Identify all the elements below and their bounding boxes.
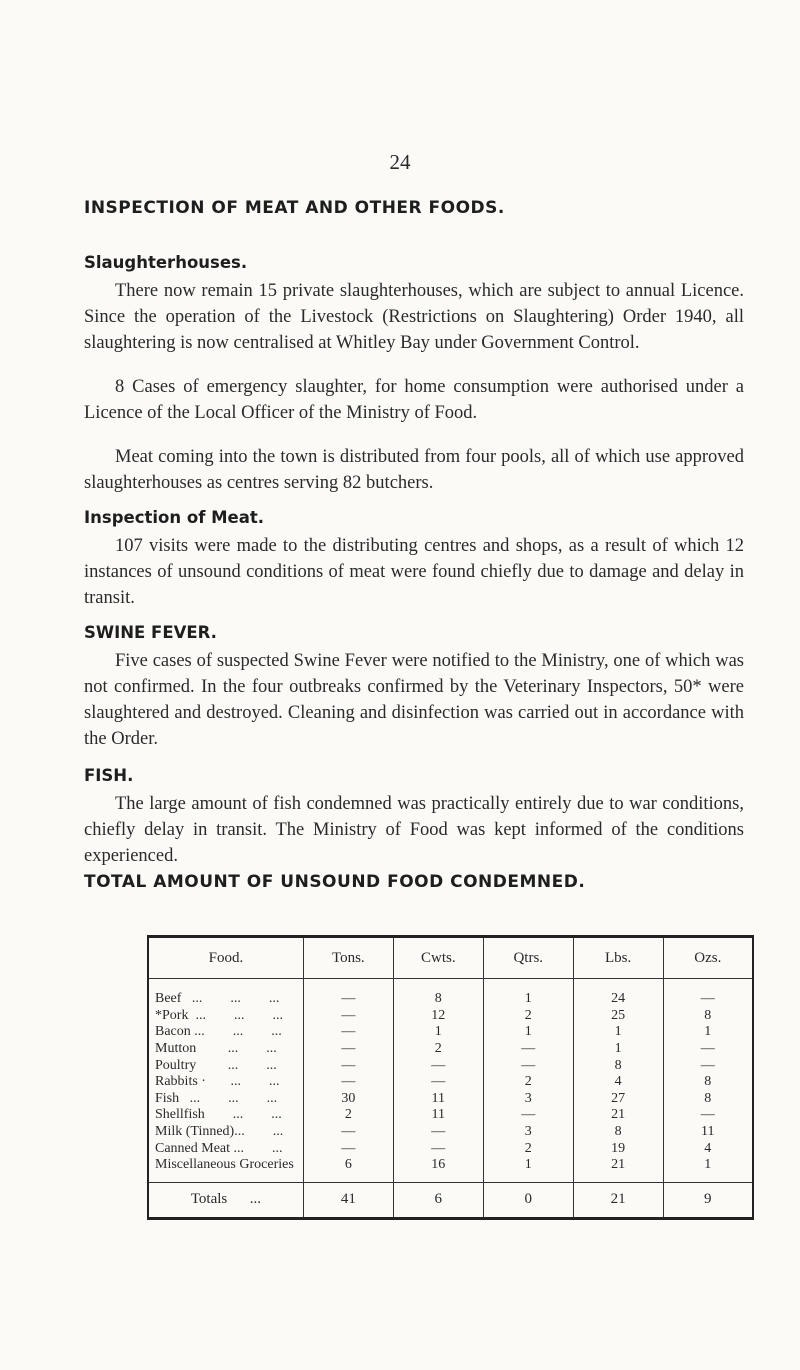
cell-food: Poultry ... ...	[148, 1057, 303, 1074]
total-food: Totals ...	[148, 1182, 303, 1218]
cell-tons: —	[303, 1074, 393, 1091]
condemned-food-table-wrap	[147, 935, 754, 1220]
cell-food: Shellfish ... ...	[148, 1107, 303, 1124]
cell-ozs: —	[700, 991, 715, 1007]
cell-tons: —	[303, 1024, 393, 1041]
cell-food: Fish ... ... ...	[148, 1091, 303, 1108]
cell-qtrs: 2	[483, 1074, 573, 1091]
cell-lbs: 25	[573, 1008, 663, 1025]
cell-lbs: 8	[573, 1057, 663, 1074]
cell-cwts: 1	[393, 1024, 483, 1041]
cell-cwts: 8	[393, 991, 483, 1008]
cell-cwts: 16	[393, 1157, 483, 1174]
cell-lbs: 1	[573, 1024, 663, 1041]
header-food: Food.	[148, 937, 303, 979]
cell-tons: —	[303, 1041, 393, 1058]
table-row	[148, 1057, 753, 1074]
cell-tons: —	[303, 991, 393, 1008]
paragraph: Five cases of suspected Swine Fever were notified to the Ministry, one of which was not confirmed. In the four outbreaks confirmed by the Veterinary Inspectors, 50* were slaughtered and destroyed. Cleaning and disinfection was carried out in accordance with the Order.	[84, 651, 744, 749]
section-slaughterhouses	[84, 253, 744, 496]
cell-ozs: 4	[704, 1140, 712, 1156]
cell-food: Milk (Tinned)... ...	[148, 1124, 303, 1141]
cell-cwts: —	[393, 1140, 483, 1157]
cell-cwts: 11	[393, 1107, 483, 1124]
section-inspection-of-meat	[84, 508, 744, 611]
header-qtrs: Qtrs.	[483, 937, 573, 979]
heading-inspection-of-meat: Inspection of Meat.	[84, 508, 265, 527]
cell-ozs: 1	[704, 1157, 712, 1173]
cell-food: Bacon ... ... ...	[148, 1024, 303, 1041]
table-row	[148, 1140, 753, 1157]
cell-tons: —	[303, 1140, 393, 1157]
header-ozs: Ozs.	[663, 937, 753, 979]
header-lbs: Lbs.	[573, 937, 663, 979]
total-ozs: 9	[663, 1182, 753, 1218]
table-row	[148, 1024, 753, 1041]
paragraph: 8 Cases of emergency slaughter, for home consumption were authorised under a Licence of the Local Officer of the Ministry of Food.	[84, 377, 744, 423]
totals-row	[148, 1182, 753, 1218]
total-heading: TOTAL AMOUNT OF UNSOUND FOOD CONDEMNED.	[84, 872, 586, 892]
cell-qtrs: —	[483, 1057, 573, 1074]
cell-tons: —	[303, 1124, 393, 1141]
paragraph: There now remain 15 private slaughterhouses, which are subject to annual Licence. Since the operation of the Livestock (Restrictions on Slaughtering) Order 1940, all slaughtering is now centralised at Whitley Bay under Government Control.	[84, 281, 744, 353]
cell-tons: 2	[303, 1107, 393, 1124]
heading-slaughterhouses: Slaughterhouses.	[84, 253, 248, 272]
cell-tons: —	[303, 1008, 393, 1025]
total-qtrs: 0	[483, 1182, 573, 1218]
table-row	[148, 1124, 753, 1141]
page-number: 24	[389, 150, 411, 174]
cell-lbs: 8	[573, 1124, 663, 1141]
condemned-food-table	[147, 935, 754, 1220]
cell-ozs: 11	[701, 1124, 715, 1140]
section-fish	[84, 766, 744, 869]
table-row	[148, 1074, 753, 1091]
cell-food: Miscellaneous Groceries	[148, 1157, 303, 1174]
cell-tons: —	[303, 1057, 393, 1074]
cell-food: *Pork ... ... ...	[148, 1008, 303, 1025]
table-row	[148, 1041, 753, 1058]
cell-ozs: —	[700, 1107, 715, 1123]
cell-ozs: 8	[704, 1090, 712, 1106]
cell-lbs: 24	[573, 991, 663, 1008]
table-row	[148, 1008, 753, 1025]
cell-cwts: 12	[393, 1008, 483, 1025]
cell-ozs: 8	[704, 1074, 712, 1090]
cell-ozs: 8	[704, 1007, 712, 1023]
cell-lbs: 27	[573, 1091, 663, 1108]
cell-cwts: 2	[393, 1041, 483, 1058]
cell-food: Beef ... ... ...	[148, 991, 303, 1008]
cell-food: Rabbits · ... ...	[148, 1074, 303, 1091]
cell-food: Canned Meat ... ...	[148, 1140, 303, 1157]
cell-qtrs: 2	[483, 1140, 573, 1157]
cell-ozs: —	[700, 1057, 715, 1073]
paragraph: The large amount of fish condemned was practically entirely due to war conditions, chiefly delay in transit. The Ministry of Food was kept informed of the conditions experienced.	[84, 794, 744, 866]
paragraph: 107 visits were made to the distributing centres and shops, as a result of which 12 instances of unsound conditions of meat were found chiefly due to damage and delay in transit.	[84, 536, 744, 608]
cell-qtrs: 3	[483, 1124, 573, 1141]
table-header-row	[148, 937, 753, 979]
cell-lbs: 1	[573, 1041, 663, 1058]
cell-qtrs: 2	[483, 1008, 573, 1025]
main-heading: INSPECTION OF MEAT AND OTHER FOODS.	[84, 198, 505, 218]
cell-cwts: —	[393, 1074, 483, 1091]
cell-lbs: 19	[573, 1140, 663, 1157]
cell-food: Mutton ... ...	[148, 1041, 303, 1058]
heading-fish: FISH.	[84, 766, 134, 785]
cell-qtrs: 1	[483, 1024, 573, 1041]
cell-qtrs: 1	[483, 991, 573, 1008]
cell-lbs: 21	[573, 1107, 663, 1124]
table-row	[148, 991, 753, 1008]
table-row	[148, 1157, 753, 1174]
cell-cwts: —	[393, 1057, 483, 1074]
cell-tons: 6	[303, 1157, 393, 1174]
header-cwts: Cwts.	[393, 937, 483, 979]
heading-swine-fever: SWINE FEVER.	[84, 623, 217, 642]
cell-qtrs: —	[483, 1107, 573, 1124]
cell-ozs: 1	[704, 1024, 712, 1040]
cell-qtrs: 1	[483, 1157, 573, 1174]
total-tons: 41	[303, 1182, 393, 1218]
total-lbs: 21	[573, 1182, 663, 1218]
paragraph: Meat coming into the town is distributed from four pools, all of which use approved slaughterhouses as centres serving 82 butchers.	[84, 447, 744, 493]
cell-lbs: 4	[573, 1074, 663, 1091]
header-tons: Tons.	[303, 937, 393, 979]
cell-ozs: —	[700, 1041, 715, 1057]
cell-lbs: 21	[573, 1157, 663, 1174]
table-row	[148, 1107, 753, 1124]
table-row	[148, 1091, 753, 1108]
cell-qtrs: —	[483, 1041, 573, 1058]
cell-cwts: 11	[393, 1091, 483, 1108]
section-swine-fever	[84, 623, 744, 752]
cell-qtrs: 3	[483, 1091, 573, 1108]
cell-tons: 30	[303, 1091, 393, 1108]
cell-cwts: —	[393, 1124, 483, 1141]
total-cwts: 6	[393, 1182, 483, 1218]
